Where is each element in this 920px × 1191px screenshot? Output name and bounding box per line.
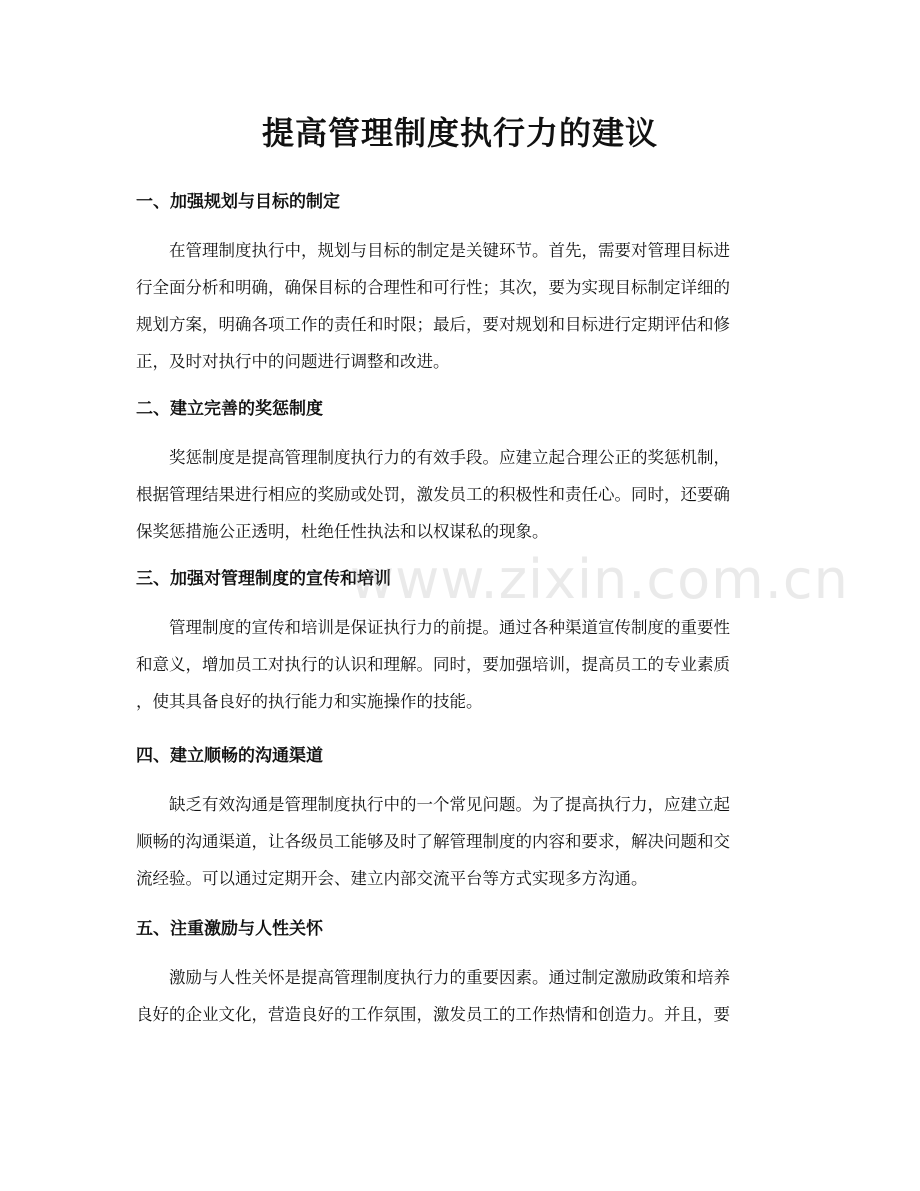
section-paragraph: 管理制度的宣传和培训是保证执行力的前提。通过各种渠道宣传制度的重要性 和意义，增加员工对执行的认识和理解。同时，要加强培训，提高员工的专业素质 ，使其具备良好的执行能力和实施操作的技能。 [136, 618, 730, 711]
watermark: www.zixin.com.cn [350, 548, 849, 611]
section-2 [136, 397, 786, 550]
section-1 [136, 190, 786, 380]
section-4 [136, 744, 786, 897]
section-heading: 三、加强对管理制度的宣传和培训 [136, 569, 391, 589]
page-title: 提高管理制度执行力的建议 [261, 114, 658, 152]
section-heading: 四、建立顺畅的沟通渠道 [136, 746, 323, 766]
section-paragraph: 激励与人性关怀是提高管理制度执行力的重要因素。通过制定激励政策和培养 良好的企业文化，营造良好的工作氛围，激发员工的工作热情和创造力。并且，要 [136, 968, 730, 1024]
section-5 [136, 917, 786, 1033]
section-paragraph: 缺乏有效沟通是管理制度执行中的一个常见问题。为了提高执行力，应建立起 顺畅的沟通渠道，让各级员工能够及时了解管理制度的内容和要求，解决问题和交 流经验。可以通过定期开会、建立内部交流平台等方式实现多方沟通。 [136, 795, 730, 888]
section-heading: 一、加强规划与目标的制定 [136, 192, 340, 212]
section-paragraph: 奖惩制度是提高管理制度执行力的有效手段。应建立起合理公正的奖惩机制， 根据管理结果进行相应的奖励或处罚，激发员工的积极性和责任心。同时，还要确 保奖惩措施公正透明，杜绝任性执法和以权谋私的现象。 [136, 448, 730, 541]
section-heading: 五、注重激励与人性关怀 [136, 919, 323, 939]
section-heading: 二、建立完善的奖惩制度 [136, 399, 323, 419]
section-paragraph: 在管理制度执行中，规划与目标的制定是关键环节。首先，需要对管理目标进 行全面分析和明确，确保目标的合理性和可行性；其次，要为实现目标制定详细的 规划方案，明确各项工作的责任和时限；最后，要对规划和目标进行定期评估和修 正，及时对执行中的问题进行调整和改进。 [136, 241, 730, 371]
